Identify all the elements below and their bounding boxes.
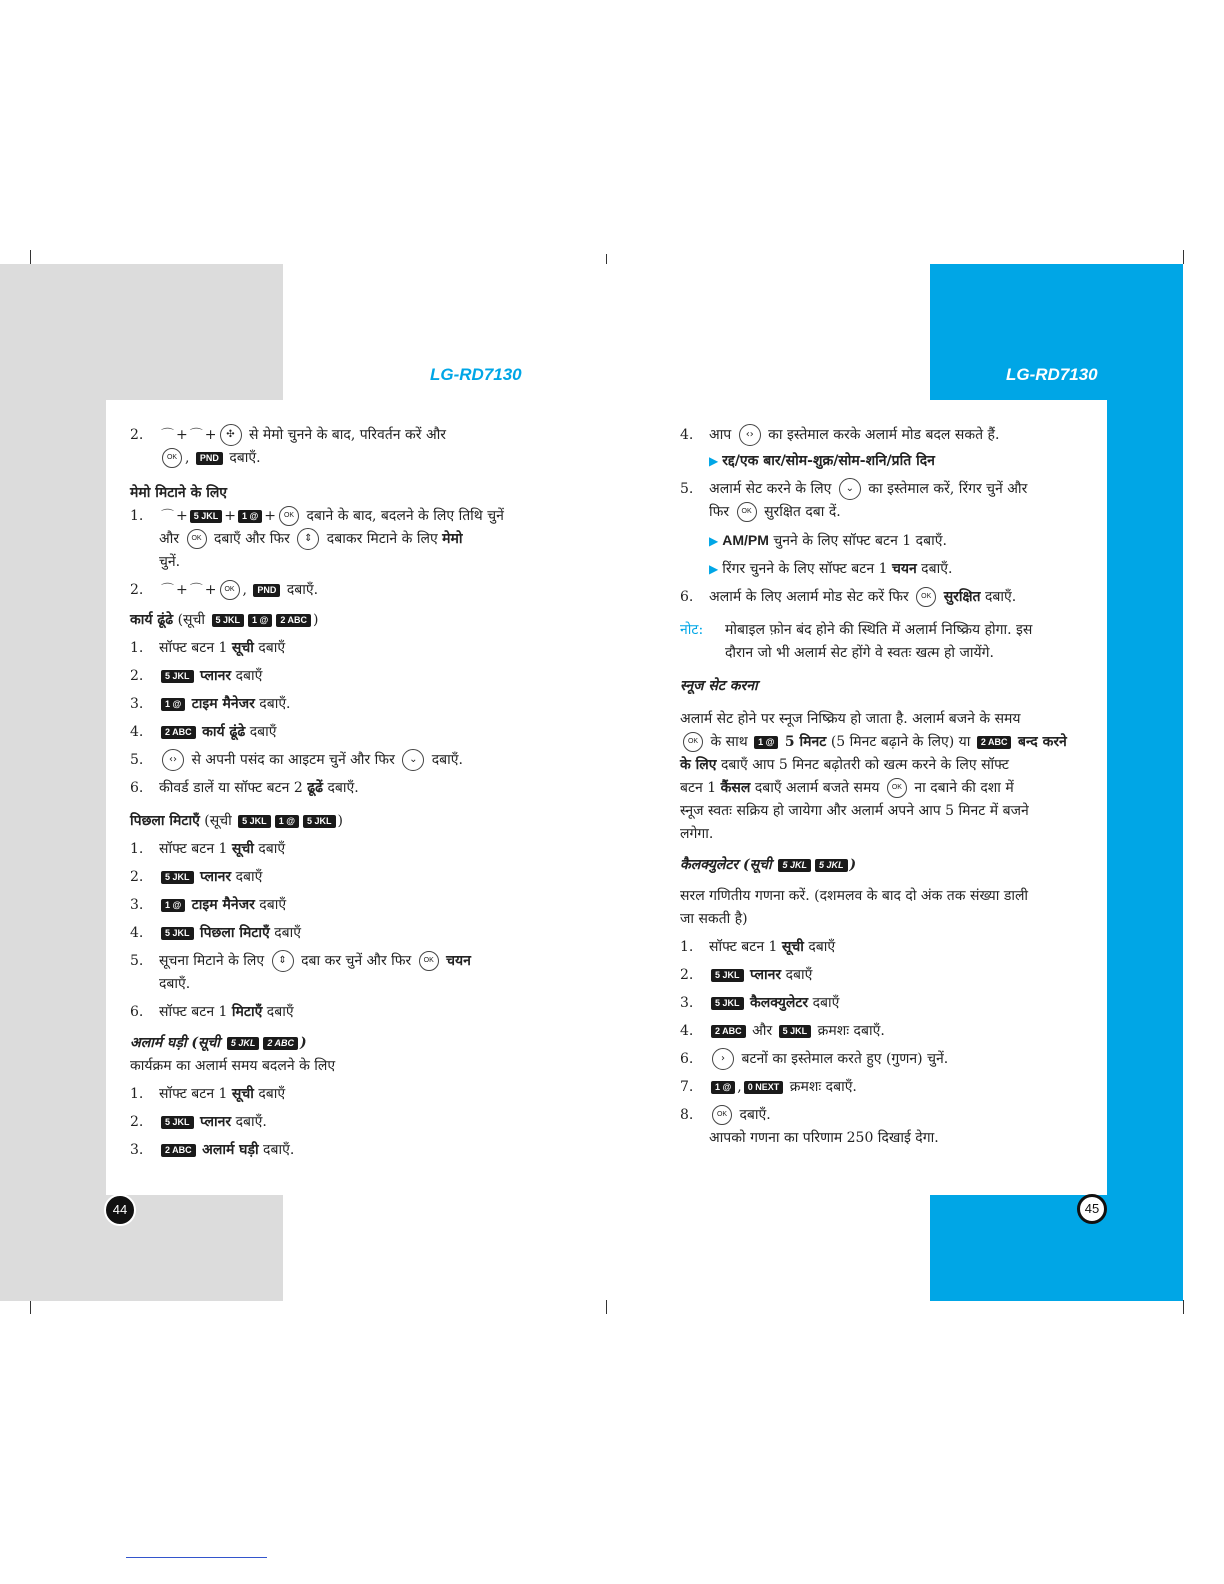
key-1-icon: 1 @ [238, 510, 262, 523]
key-5-icon: 5 JKL [161, 670, 194, 683]
ok-key-icon: OK [916, 587, 936, 607]
down-key-icon: ⌄ [402, 749, 424, 771]
key-5-icon: 5 JKL [815, 859, 848, 872]
crop-mark [1183, 1300, 1184, 1314]
key-1-icon: 1 @ [711, 1081, 735, 1094]
key-5-icon: 5 JKL [711, 997, 744, 1010]
key-1-icon: 1 @ [161, 899, 185, 912]
pnd-key-icon: PND [253, 584, 280, 597]
key-1-icon: 1 @ [275, 815, 299, 828]
key-5-icon: 5 JKL [238, 815, 271, 828]
section-heading: पिछला मिटाएँ (सूची 5 JKL 1 @ 5 JKL ) [130, 813, 343, 829]
arrow-icon: ▶ [709, 562, 719, 576]
key-2-icon: 2 ABC [161, 726, 196, 739]
updown-key-icon: ⇕ [272, 950, 294, 972]
crop-mark [606, 254, 607, 264]
ok-key-icon: OK [220, 580, 240, 600]
section-heading: कार्य ढूंढे (सूची 5 JKL 1 @ 2 ABC ) [130, 612, 319, 628]
updown-key-icon: ⇕ [297, 528, 319, 550]
softkey-icon: ⌒ [161, 509, 175, 524]
key-5-icon: 5 JKL [711, 969, 744, 982]
footer-line [126, 1557, 267, 1558]
key-5-icon: 5 JKL [227, 1037, 260, 1050]
section-heading: कैलक्युलेटर (सूची 5 JKL 5 JKL ) [680, 857, 857, 873]
key-1-icon: 1 @ [248, 614, 272, 627]
ok-key-icon: OK [419, 951, 439, 971]
softkey-icon: ⌒ [189, 428, 203, 443]
key-5-icon: 5 JKL [161, 927, 194, 940]
note-label: नोट: [680, 622, 704, 638]
key-1-icon: 1 @ [161, 698, 185, 711]
crop-mark [1183, 250, 1184, 264]
softkey-icon: ⌒ [189, 583, 203, 598]
section-heading: अलार्म घड़ी (सूची 5 JKL 2 ABC ) [130, 1035, 307, 1051]
left-column: 2. ⌒ + ⌒ + ✣ से मेमो चुनने के बाद, परिवर्तन करें और OK , PND दबाएँ. मेमो मिटाने के लिए 1. ⌒ + 5 JKL + 1 @ + OK दबाने के बाद, बदलने के लिए तिथि चुनें और OK दबाएँ और फिर ⇕ दबाकर मिटाने के लिए मेमो चुनें. 2. ⌒ + ⌒ + OK , PND दबाएँ. कार्य ढूंढे (सूची 5 JKL 1 @ 2 ABC ) 1. सॉफ्ट बटन 1 सूची दबाएँ 2. 5 JKL प्लानर दबाएँ 3. 1 @ टाइम मैनेजर दबाएँ. 4. 2 ABC कार्य ढूंढे दबाएँ 5. ‹› से अपनी पसंद का आइटम चुनें और फिर ⌄ दबाएँ. 6. कीवर्ड डालें या सॉफ्ट बटन 2 ढूढें दबाएँ. पिछला मिटाएँ (सूची 5 JKL 1 @ 5 JKL ) 1. सॉफ्ट बटन 1 सूची दबाएँ 2. 5 JKL प्लानर दबाएँ 3. 1 @ टाइम मैनेजर दबाएँ 4. 5 JKL पिछला मिटाएँ दबाएँ 5. सूचना मिटाने के लिए ⇕ दबा कर चुनें और फिर OK चयन दबाएँ. 6. सॉफ्ट बटन 1 मिटाएँ दबाएँ अलार्म घड़ी (सूची 5 JKL 2 ABC ) कार्यक्रम का अलार्म समय बदलने के लिए 1. सॉफ्ट बटन 1 सूची दबाएँ 2. 5 JKL प्लानर दबाएँ. 3. 2 ABC अलार्म घड़ी दबाएँ. [130, 424, 534, 1162]
ok-key-icon: OK [737, 502, 757, 522]
ok-key-icon: OK [279, 506, 299, 526]
key-5-icon: 5 JKL [161, 1116, 194, 1129]
right-key-icon: › [712, 1048, 734, 1070]
key-2-icon: 2 ABC [263, 1037, 298, 1050]
key-5-icon: 5 JKL [190, 510, 223, 523]
page-number-left: 44 [104, 1194, 136, 1226]
section-heading: स्नूज सेट करना [680, 678, 758, 694]
section-heading: मेमो मिटाने के लिए [130, 485, 228, 501]
key-5-icon: 5 JKL [779, 1025, 812, 1038]
key-5-icon: 5 JKL [303, 815, 336, 828]
leftright-key-icon: ‹› [162, 749, 184, 771]
leftright-key-icon: ‹› [739, 424, 761, 446]
key-1-icon: 1 @ [754, 736, 778, 749]
key-5-icon: 5 JKL [778, 859, 811, 872]
ok-key-icon: OK [712, 1105, 732, 1125]
right-column: 4. आप ‹› का इस्तेमाल करके अलार्म मोड बदल सकते हैं. ▶ रद्द/एक बार/सोम-शुक्र/सोम-शनि/प्रति दिन 5. अलार्म सेट करने के लिए ⌄ का इस्तेमाल करें, रिंगर चुनें और फिर OK सुरक्षित दबा दें. ▶ AM/PM चुनने के लिए सॉफ्ट बटन 1 दबाएँ. ▶ रिंगर चुनने के लिए सॉफ्ट बटन 1 चयन दबाएँ. 6. अलार्म के लिए अलार्म मोड सेट करें फिर OK सुरक्षित दबाएँ. नोट: मोबाइल फ़ोन बंद होने की स्थिति में अलार्म निष्क्रिय होगा. इस दौरान जो भी अलार्म सेट होंगे वे स्वतः खत्म हो जायेंगे. स्नूज सेट करना अलार्म सेट होने पर स्नूज निष्क्रिय हो जाता है. अलार्म बजने के समय OK के साथ 1 @ 5 मिनट (5 मिनट बढ़ाने के लिए) या 2 ABC बन्द करने के लिए दबाएँ आप 5 मिनट बढ़ोतरी को खत्म करने के लिए सॉफ्ट बटन 1 कैंसल दबाएँ अलार्म बजते समय OK ना दबाने की दशा में स्नूज स्वतः सक्रिय हो जायेगा और अलार्म अपने आप 5 मिनट में बजने लगेगा. कैलक्युलेटर (सूची 5 JKL 5 JKL ) सरल गणितीय गणना करें. (दशमलव के बाद दो अंक तक संख्या डाली जा सकती है) 1. सॉफ्ट बटन 1 सूची दबाएँ 2. 5 JKL प्लानर दबाएँ 3. 5 JKL कैलक्युलेटर दबाएँ 4. 2 ABC और 5 JKL क्रमशः दबाएँ. 6. › बटनों का इस्तेमाल करते हुए (गुणन) चुनें. 7. 1 @ , 0 NEXT क्रमशः दबाएँ. 8. OK दबाएँ. आपको गणना का परिणाम 250 दिखाई देगा. [680, 424, 1082, 1150]
softkey-icon: ⌒ [161, 428, 175, 443]
ok-key-icon: OK [887, 778, 907, 798]
ok-key-icon: OK [187, 529, 207, 549]
nav-key-icon: ✣ [220, 424, 242, 446]
pnd-key-icon: PND [196, 452, 223, 465]
page-number-right: 45 [1077, 1194, 1107, 1224]
arrow-icon: ▶ [709, 454, 719, 468]
key-2-icon: 2 ABC [276, 614, 311, 627]
softkey-icon: ⌒ [161, 583, 175, 598]
key-0-icon: 0 NEXT [744, 1081, 784, 1094]
crop-mark [30, 250, 31, 264]
crop-mark [606, 1300, 607, 1314]
key-2-icon: 2 ABC [711, 1025, 746, 1038]
down-key-icon: ⌄ [839, 478, 861, 500]
key-5-icon: 5 JKL [161, 871, 194, 884]
crop-mark [30, 1300, 31, 1314]
key-2-icon: 2 ABC [977, 736, 1012, 749]
right-header: LG-RD7130 [1006, 365, 1098, 384]
arrow-icon: ▶ [709, 534, 719, 548]
left-header: LG-RD7130 [430, 365, 522, 384]
key-5-icon: 5 JKL [212, 614, 245, 627]
ok-key-icon: OK [162, 448, 182, 468]
key-2-icon: 2 ABC [161, 1144, 196, 1157]
ok-key-icon: OK [683, 732, 703, 752]
